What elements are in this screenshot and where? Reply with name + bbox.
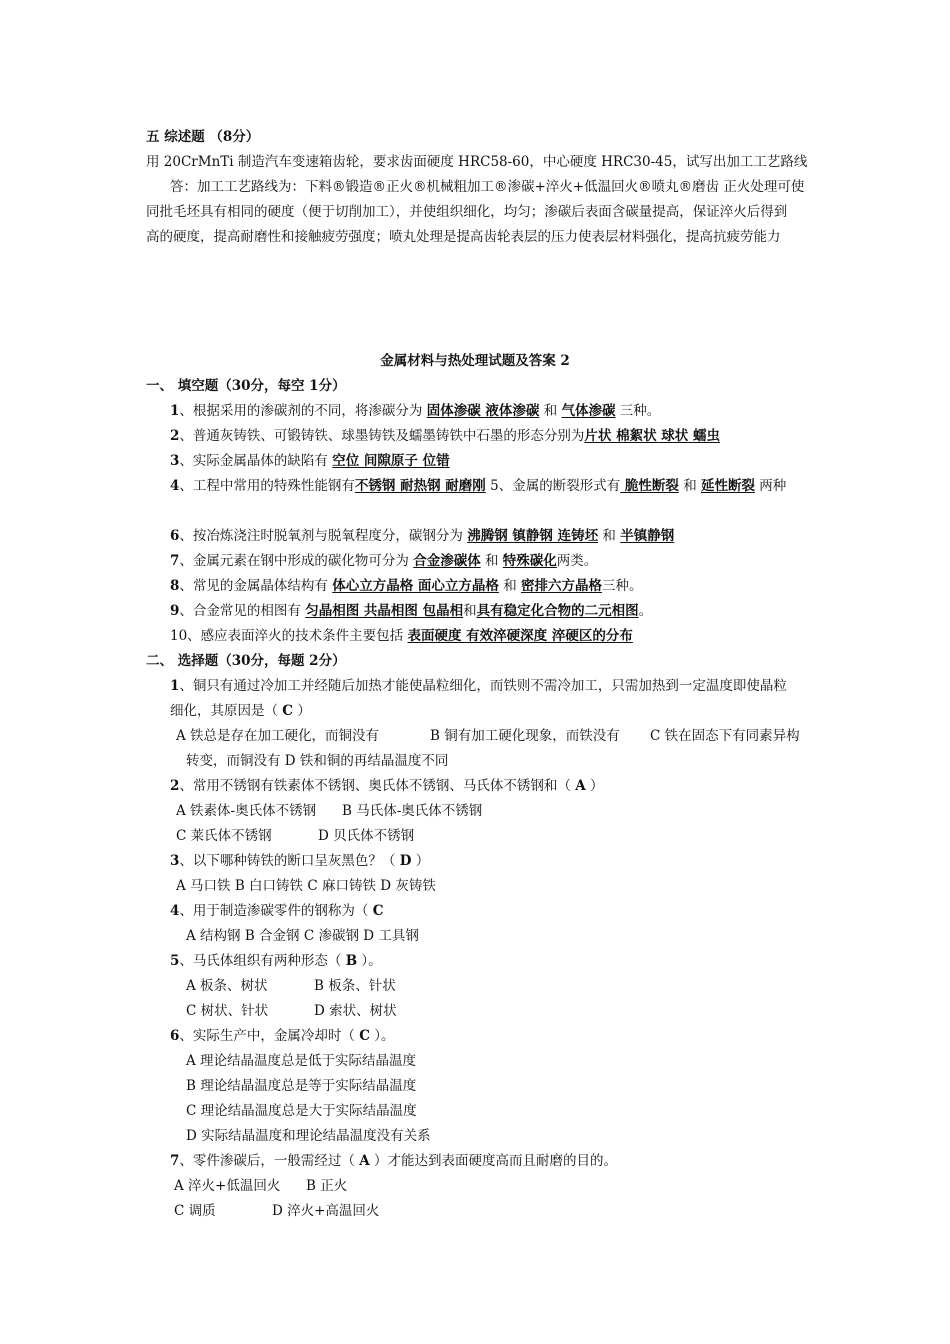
question-text: 和 [480, 553, 503, 569]
section5-answer-line3: 高的硬度，提高耐磨性和接触疲劳强度；喷丸处理是提高齿轮表层的压力使表层材料强化，提高抗疲劳能力 [146, 229, 781, 245]
answer: 体心立方晶格 面心立方晶格 [332, 578, 499, 594]
choice-3-options: A 马口铁 B 白口铸铁 C 麻口铸铁 D 灰铸铁 [176, 878, 436, 894]
question-text: 两种 [755, 478, 787, 494]
question-text: 、铜只有通过冷加工并经随后加热才能使晶粒细化，而铁则不需冷加工，只需加热到一定温度即使晶粒 [179, 678, 787, 694]
answer: D [399, 853, 412, 869]
choice-1-option-c-cont-d: 转变，而铜没有 D 铁和铜的再结晶温度不同 [186, 753, 449, 769]
part1-title: 一、 填空题（30分，每空 1分） [146, 378, 346, 394]
answer: 空位 间隙原子 位错 [332, 453, 450, 469]
question-text: 10、感应表面淬火的技术条件主要包括 [170, 628, 408, 644]
answer: B [345, 953, 358, 969]
choice-6-option-b: B 理论结晶温度总是等于实际结晶温度 [186, 1078, 417, 1094]
fill-question-1 [170, 402, 660, 420]
fill-question-10 [170, 627, 633, 645]
question-number: 7 [170, 553, 180, 569]
question-text: 。 [638, 603, 653, 619]
question-number: 3 [170, 453, 180, 469]
question-text: 、普通灰铸铁、可锻铸铁、球墨铸铁及蠕墨铸铁中石墨的形态分别为 [179, 428, 585, 444]
answer: 固体渗碳 液体渗碳 [426, 403, 540, 419]
choice-question-2 [170, 777, 603, 795]
choice-question-5 [170, 952, 382, 970]
choice-6-option-a: A 理论结晶温度总是低于实际结晶温度 [186, 1053, 417, 1069]
choice-1-option-a: A 铁总是存在加工硬化，而铜没有 [176, 728, 380, 744]
question-text: ） [293, 703, 311, 719]
choice-5-option-a: A 板条、树状 [186, 978, 268, 994]
question-text: 和 [598, 528, 621, 544]
choice-question-1-line2 [170, 702, 311, 720]
fill-question-4-5 [170, 477, 786, 495]
question-number: 5 [170, 953, 180, 969]
question-text: 、马氏体组织有两种形态（ [179, 953, 346, 969]
answer: 气体渗碳 [561, 403, 616, 419]
answer: 密排六方晶格 [521, 578, 602, 594]
choice-2-option-c: C 莱氏体不锈钢 [176, 828, 272, 844]
question-number: 3 [170, 853, 180, 869]
fill-question-7 [170, 552, 597, 570]
question-text: ）才能达到表面硬度高而且耐磨的目的。 [369, 1153, 617, 1169]
choice-1-option-b: B 铜有加工硬化现象，而铁没有 [430, 728, 620, 744]
answer: 合金渗碳体 [413, 553, 481, 569]
fill-question-3 [170, 452, 450, 470]
choice-question-3 [170, 852, 429, 870]
fill-question-2 [170, 427, 720, 445]
answer: A [359, 1153, 370, 1169]
question-number: 2 [170, 778, 180, 794]
choice-5-option-c: C 树状、针状 [186, 1003, 269, 1019]
fill-question-8 [170, 577, 643, 595]
question-text: 、按冶炼浇注时脱氧剂与脱氧程度分，碳钢分为 [179, 528, 468, 544]
question-text: 、工程中常用的特殊性能钢有 [179, 478, 355, 494]
question-text: 和 [463, 603, 477, 619]
choice-2-option-d: D 贝氏体不锈钢 [318, 828, 415, 844]
choice-2-option-a: A 铁素体-奥氏体不锈钢 [176, 803, 317, 819]
question-text: ）。 [357, 953, 382, 969]
choice-question-4 [170, 902, 383, 920]
question-text: 和 [498, 578, 521, 594]
question-text: ） [411, 853, 430, 869]
question-number: 4 [170, 478, 180, 494]
choice-7-option-b: B 正火 [306, 1178, 348, 1194]
fill-question-9 [170, 602, 652, 620]
section5-question: 用 20CrMnTi 制造汽车变速箱齿轮，要求齿面硬度 HRC58-60，中心硬度 HRC30-45，试写出加工工艺路线 [146, 154, 808, 170]
choice-6-option-c: C 理论结晶温度总是大于实际结晶温度 [186, 1103, 417, 1119]
answer: 脆性断裂 [620, 478, 679, 494]
question-number: 7 [170, 1153, 180, 1169]
question-number: 8 [170, 578, 180, 594]
question-text: 、实际金属晶体的缺陷有 [179, 453, 333, 469]
choice-question-7 [170, 1152, 617, 1170]
question-text: 两类。 [556, 553, 598, 569]
choice-4-options: A 结构钢 B 合金钢 C 渗碳钢 D 工具钢 [186, 928, 419, 944]
answer: C [282, 703, 294, 719]
question-text: ）。 [369, 1028, 395, 1044]
question-number: 6 [170, 528, 180, 544]
question-text: ） [585, 778, 604, 794]
answer: C [359, 1028, 370, 1044]
question-text: 、根据采用的渗碳剂的不同，将渗碳分为 [179, 403, 427, 419]
question-text: 、合金常见的相图有 [179, 603, 306, 619]
answer: 匀晶相图 共晶相图 包晶相 [305, 603, 464, 619]
question-text: 、金属元素在钢中形成的碳化物可分为 [179, 553, 414, 569]
part2-title: 二、 选择题（30分，每题 2分） [146, 653, 346, 669]
section5-title: 五 综述题 （8分） [146, 129, 260, 145]
answer: 沸腾钢 镇静钢 连铸坯 [467, 528, 599, 544]
choice-2-option-b: B 马氏体-奥氏体不锈钢 [342, 803, 483, 819]
answer: 片状 棉絮状 球状 蠕虫 [584, 428, 721, 444]
choice-7-option-a: A 淬火+低温回火 [174, 1178, 281, 1194]
choice-question-1 [170, 677, 787, 695]
question-text: 和 [678, 478, 701, 494]
answer: C [372, 903, 384, 919]
section5-answer-line1: 答：加工工艺路线为：下料®锻造®正火®机械粗加工®渗碳+淬火+低温回火®喷丸®磨齿 正火处理可使 [170, 179, 805, 195]
answer: 具有稳定化合物的二元相图 [476, 603, 639, 619]
question-number: 1 [170, 678, 180, 694]
question-text: 、零件渗碳后，一般需经过（ [179, 1153, 360, 1169]
answer: 延性断裂 [701, 478, 755, 494]
answer: 不锈钢 耐热钢 耐磨刚 [354, 478, 486, 494]
choice-5-option-b: B 板条、针状 [314, 978, 396, 994]
question-number: 4 [170, 903, 180, 919]
answer: 表面硬度 有效淬硬深度 淬硬区的分布 [407, 628, 633, 644]
answer: 半镇静钢 [620, 528, 675, 544]
question-text: 、用于制造渗碳零件的钢称为（ [179, 903, 373, 919]
choice-5-option-d: D 索状、树状 [314, 1003, 397, 1019]
answer: A [575, 778, 586, 794]
question-text: 5、金属的断裂形式有 [485, 478, 621, 494]
question-text: 细化，其原因是（ [170, 703, 283, 719]
question-number: 6 [170, 1028, 180, 1044]
answer: 特殊碳化 [502, 553, 557, 569]
question-text: 、常用不锈钢有铁素体不锈钢、奥氏体不锈钢、马氏体不锈钢和（ [179, 778, 576, 794]
fill-question-6 [170, 527, 674, 545]
choice-1-option-c: C 铁在固态下有同素异构 [650, 728, 800, 744]
choice-7-option-c: C 调质 [174, 1203, 216, 1219]
question-text: 三种。 [615, 403, 661, 419]
question-number: 2 [170, 428, 180, 444]
question-text: 三种。 [602, 578, 643, 594]
question-text: 和 [539, 403, 562, 419]
choice-6-option-d: D 实际结晶温度和理论结晶温度没有关系 [186, 1128, 431, 1144]
question-text: 、以下哪种铸铁的断口呈灰黑色？（ [179, 853, 400, 869]
question-number: 9 [170, 603, 180, 619]
choice-question-6 [170, 1027, 395, 1045]
document-title: 金属材料与热处理试题及答案 2 [380, 353, 570, 369]
question-number: 1 [170, 403, 180, 419]
choice-7-option-d: D 淬火+高温回火 [272, 1203, 380, 1219]
question-text: 、实际生产中，金属冷却时（ [179, 1028, 360, 1044]
question-text: 、常见的金属晶体结构有 [179, 578, 333, 594]
section5-answer-line2: 同批毛坯具有相同的硬度（便于切削加工），并使组织细化，均匀；渗碳后表面含碳量提高，保证淬火后得到 [146, 204, 788, 220]
